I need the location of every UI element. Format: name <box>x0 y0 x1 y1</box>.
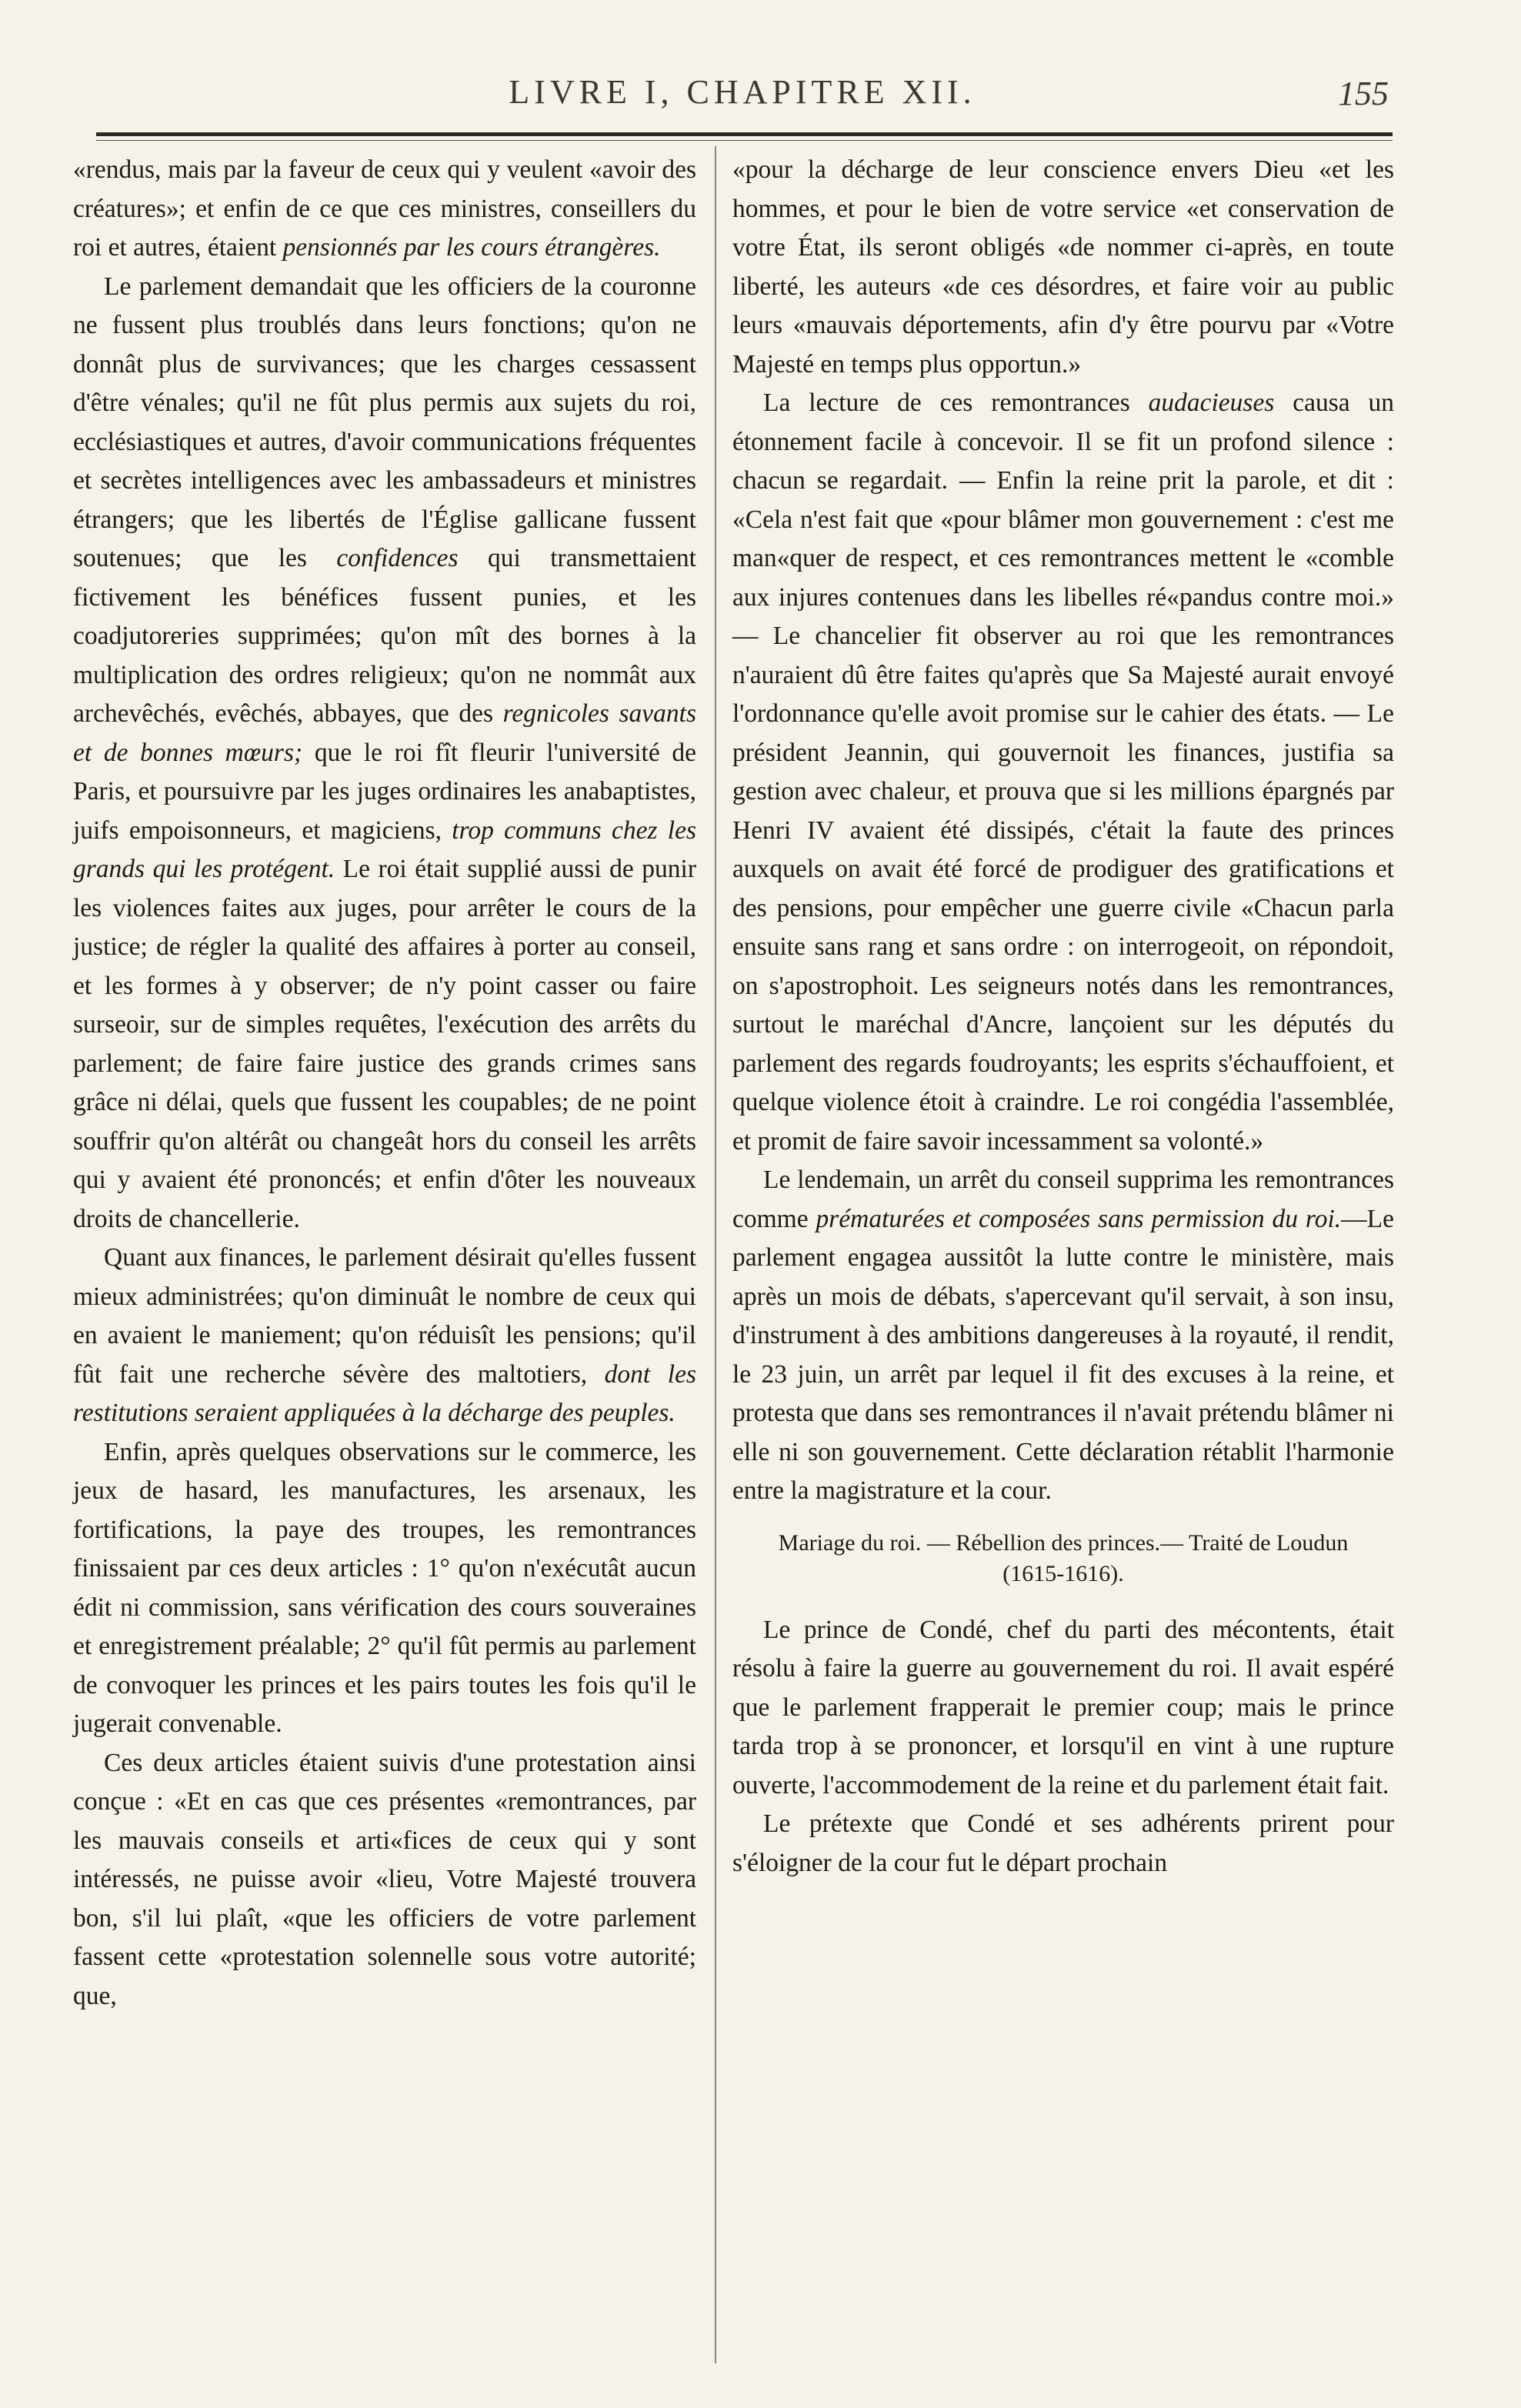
italic-run: confidences <box>336 544 459 572</box>
text-run: Quant aux finances, le parlement désirait qu'elles fussent mieux administrées; qu'on diminuât le nombre de ceux qui en avaient le maniement; qu'on réduisît les pensions; qu'il fût fait une recherche sévère des maltotiers, <box>73 1243 696 1389</box>
paragraph <box>73 151 696 268</box>
paragraph: Le prétexte que Condé et ses adhérents prirent pour s'éloigner de la cour fut le départ prochain <box>732 1809 1394 1877</box>
text-run: La lecture de ces remontrances <box>763 389 1149 417</box>
page-header <box>96 66 1389 120</box>
running-head: LIVRE I, CHAPITRE XII. <box>509 73 976 111</box>
italic-run: trop communs chez les grands qui les protégent. <box>73 815 696 883</box>
text-run: causa un étonnement facile à concevoir. Il se fit un profond silence : chacun se regardait. — Enfin la reine prit la parole, et dit : «Cela n'est fait que «pour blâmer mon gouvernement : c'est me man«quer de respect, et ces remontrances mettent le «comble aux injures contenues dans les libelles ré«pandus contre moi.» — Le chancelier fit observer au roi que les remontrances n'auraient dû être faites qu'après que Sa Majesté aurait envoyé l'ordonnance qu'elle avoit promise sur le cahier des états. — Le président Jeannin, qui gouvernoit les finances, justifia sa gestion avec chaleur, et prouva que si les millions épargnés par Henri IV avaient été dissipés, c'était la faute des princes auxquels on avait été forcé de prodiguer des gratifications et des pensions, pour empêcher une guerre civile «Chacun parla ensuite sans rang et sans ordre : on interrogeoit, on répondoit, on s'apostrophoit. Les seigneurs notés dans les remontrances, surtout le maréchal d'Ancre, lançoient sur les députés du parlement des regards foudroyants; les esprits s'échauffoient, et quelque violence étoit à craindre. Le roi congédia l'assemblée, et promit de faire savoir incessamment sa volonté.» <box>732 389 1394 1156</box>
section-title <box>732 1528 1394 1589</box>
italic-run: pensionnés par les cours étrangères. <box>282 233 661 262</box>
header-rule-thin <box>96 140 1393 141</box>
paragraph: «pour la décharge de leur conscience envers Dieu «et les hommes, et pour le bien de votre service «et conservation de votre État, ils seront obligés «de nommer ci-après, en toute liberté, les auteurs «de ces désordres, et faire voir au public leurs «mauvais déportements, afin d'y être pourvu par «Votre Majesté en temps plus opportun.» <box>732 155 1394 379</box>
text-run: «rendus, mais par la faveur de ceux qui y veulent «avoir des créatures»; et enfin de ce que ces ministres, conseillers du roi et autres, étaient <box>73 155 696 262</box>
page-number: 155 <box>1338 75 1389 112</box>
paragraph: Enfin, après quelques observations sur le commerce, les jeux de hasard, les manufactures, les arsenaux, les fortifications, la paye des troupes, les remontrances finissaient par ces deux articles : 1° qu'on n'exécutât aucun édit ni commission, sans vérification des cours souveraines et enregistrement préalable; 2° qu'il fût permis au parlement de convoquer les princes et les pairs toutes les fois qu'il le jugerait convenable. <box>73 1437 696 1738</box>
paragraph: Le prince de Condé, chef du parti des mécontents, était résolu à faire la guerre au gouvernement du roi. Il avait espéré que le parlement frapperait le premier coup; mais le prince tarda trop à se prononcer, et lorsqu'il en vint à une rupture ouverte, l'accommodement de la reine et du parlement était fait. <box>732 1615 1394 1799</box>
italic-run: regnicoles savants et de bonnes mœurs; <box>73 699 696 767</box>
paragraph <box>732 1161 1394 1511</box>
column-divider <box>715 146 716 2363</box>
right-column <box>732 151 1394 1883</box>
text-run: que le roi fît fleurir l'université de Paris, et poursuivre par les juges ordinaires les anabaptistes, juifs empoisonneurs, et magiciens, <box>73 738 697 845</box>
text-run: —Le parlement engagea aussitôt la lutte contre le ministère, mais après un mois de débats, s'apercevant qu'il servait, à son insu, d'instrument à des ambitions dangereuses à la royauté, il rendit, le 23 juin, un arrêt par lequel il fit des excuses à la reine, et protesta que dans ses remontrances il n'avait prétendu blâmer ni elle ni son gouvernement. Cette déclaration rétablit l'harmonie entre la magistrature et la cour. <box>732 1204 1394 1505</box>
text-run: Le parlement demandait que les officiers de la couronne ne fussent plus troublés dans leurs fonctions; qu'on ne donnât plus de survivances; que les charges cessassent d'être vénales; qu'il ne fût plus permis aux sujets du roi, ecclésiastiques et autres, d'avoir communications fréquentes et secrètes intelligences avec les ambassadeurs et ministres étrangers; que les libertés de l'Église gallicane fussent soutenues; que les <box>73 272 696 572</box>
section-title-dates: (1615-1616). <box>1002 1560 1124 1586</box>
italic-run: dont les restitutions seraient appliquées à la décharge des peuples. <box>73 1359 696 1427</box>
paragraph <box>732 384 1394 1161</box>
text-run: Le lendemain, un arrêt du conseil supprima les remontrances comme <box>732 1166 1394 1233</box>
header-rule-thick <box>96 132 1393 136</box>
italic-run: prématurées et composées sans permission du roi. <box>816 1204 1342 1233</box>
left-column <box>73 151 696 2016</box>
paragraph: Ces deux articles étaient suivis d'une protestation ainsi conçue : «Et en cas que ces présentes «remontrances, par les mauvais conseils et arti«fices de ceux qui y sont intéressés, ne puisse avoir «lieu, Votre Majesté trouvera bon, s'il lui plaît, «que les officiers de votre parlement fassent cette «protestation solennelle sous votre autorité; que, <box>73 1748 696 2010</box>
text-run: Le roi était supplié aussi de punir les violences faites aux juges, pour arrêter le cours de la justice; de régler la qualité des affaires à porter au conseil, et les formes à y observer; de n'y point casser ou faire surseoir, sur de simples requêtes, l'exécution des arrêts du parlement; de faire faire justice des grands crimes sans grâce ni délai, quels que fussent les coupables; de ne point souffrir qu'on altérât ou changeât hors du conseil les arrêts qui y avaient été prononcés; et enfin d'ôter les nouveaux droits de chancellerie. <box>73 855 696 1233</box>
section-title-line: Mariage du roi. — Rébellion des princes.— Traité de Loudun <box>778 1529 1349 1556</box>
italic-run: audacieuses <box>1148 389 1275 417</box>
paragraph <box>73 268 696 1239</box>
paragraph <box>73 1239 696 1433</box>
text-run: qui transmettaient fictivement les bénéfices fussent punies, et les coadjutoreries supprimées; qu'on mît des bornes à la multiplication des ordres religieux; qu'on ne nommât aux archevêchés, evêchés, abbayes, que des <box>73 544 696 728</box>
